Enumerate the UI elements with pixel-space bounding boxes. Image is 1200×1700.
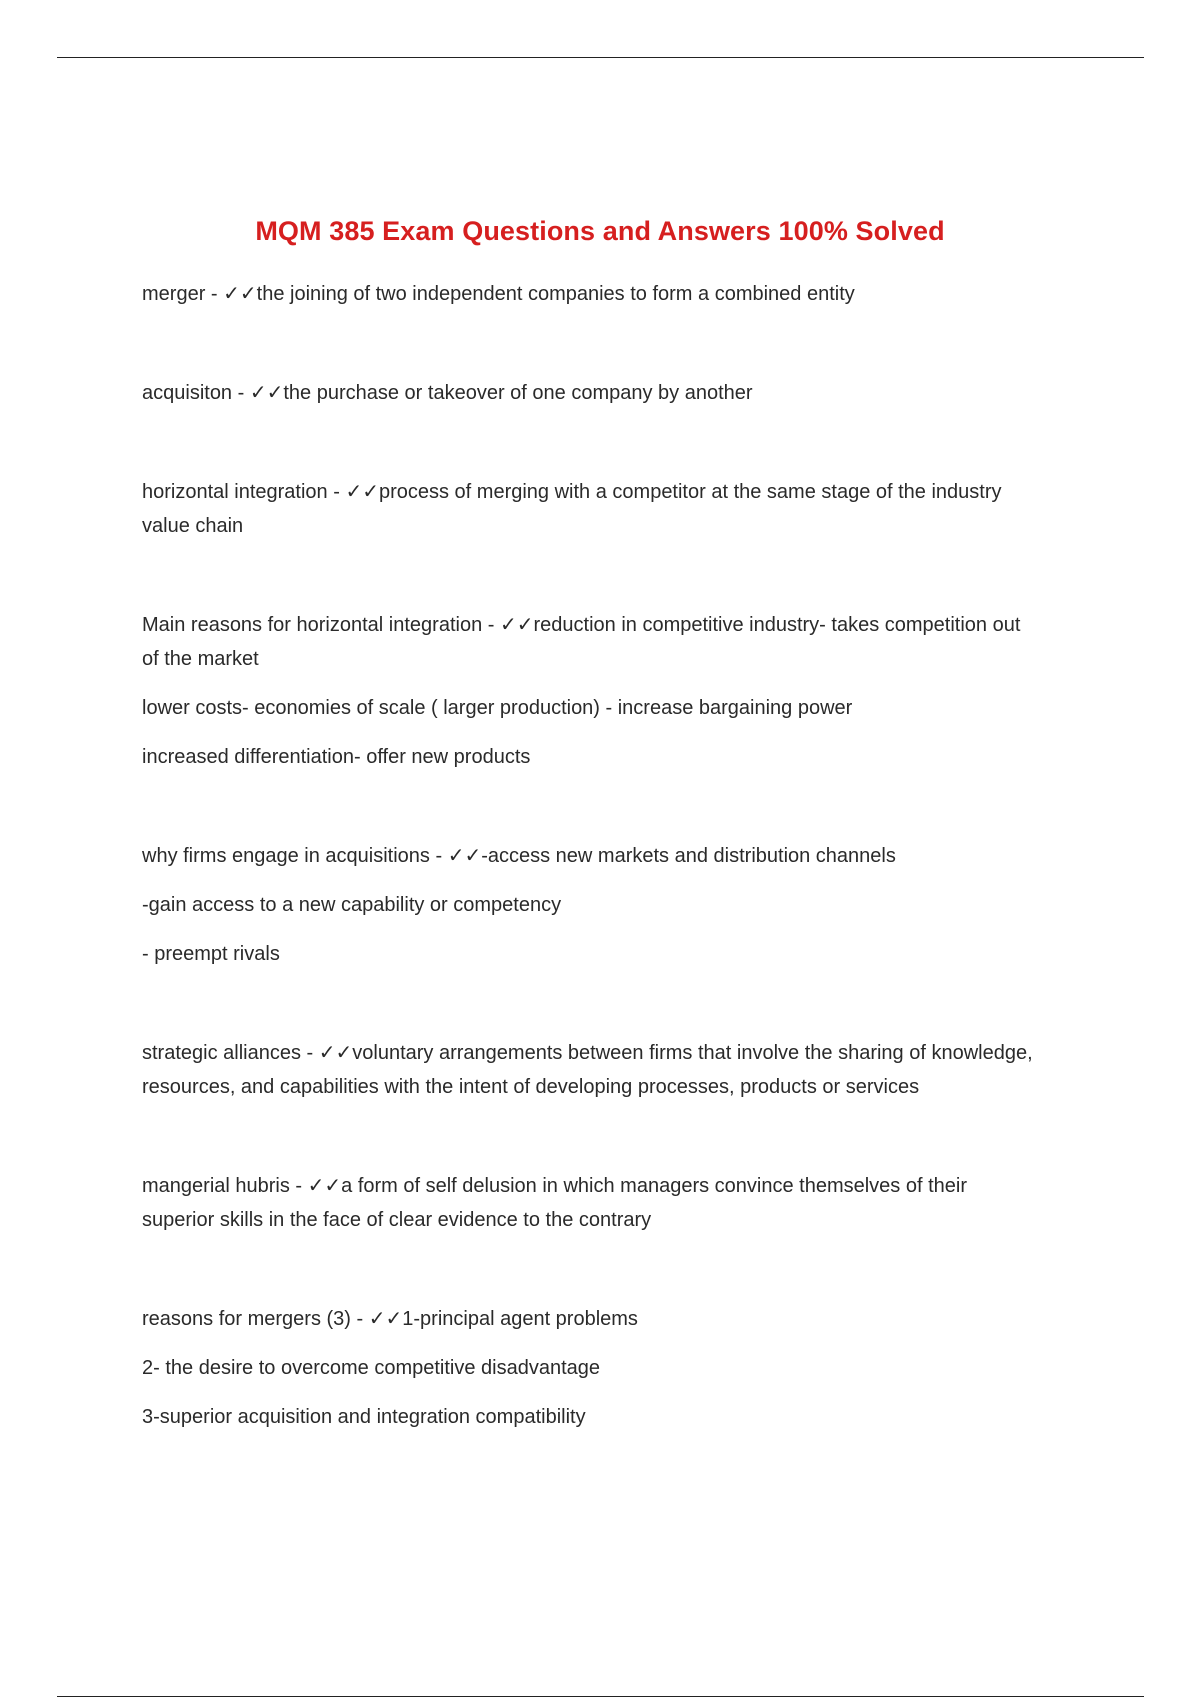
qa-answer: process of merging with a competitor at the same stage of the industry value chain [142,481,1002,537]
qa-answer-line: 2- the desire to overcome competitive disadvantage [142,1357,601,1379]
qa-answer: a form of self delusion in which managers convince themselves of their superior skills in the face of clear evidence to the contrary [142,1175,967,1231]
qa-answer: 1-principal agent problems [402,1308,638,1330]
qa-answer-line: 3-superior acquisition and integration compatibility [142,1406,586,1428]
qa-answer: -access new markets and distribution channels [481,845,896,867]
qa-entry [142,1301,1042,1336]
qa-content [142,276,1042,1434]
qa-answer-line: - preempt rivals [142,943,280,965]
check-icon: ✓✓ [223,281,257,305]
qa-answer-line: -gain access to a new capability or competency [142,894,562,916]
check-icon: ✓✓ [249,380,284,404]
check-icon: ✓✓ [318,1040,353,1064]
qa-term: why firms engage in acquisitions - [142,845,448,867]
qa-term: merger - [142,283,224,305]
qa-answer: the joining of two independent companies to form a combined entity [256,283,855,305]
qa-entry [142,838,1042,873]
qa-answer: voluntary arrangements between firms that involve the sharing of knowledge, resources, and capabilities with the intent of developing processes, products or services [142,1042,1033,1098]
check-icon: ✓✓ [499,612,534,636]
qa-term: mangerial hubris - [142,1175,308,1197]
qa-entry [142,1035,1042,1104]
check-icon: ✓✓ [368,1306,403,1330]
qa-term: reasons for mergers (3) - [142,1308,369,1330]
qa-answer-line: increased differentiation- offer new products [142,746,531,768]
check-icon: ✓✓ [447,843,482,867]
document-title: MQM 385 Exam Questions and Answers 100% Solved [255,216,945,246]
qa-entry [142,607,1042,676]
qa-entry [142,375,1042,410]
qa-entry [142,276,1042,311]
top-rule [57,57,1144,58]
qa-term: horizontal integration - [142,481,346,503]
check-icon: ✓✓ [307,1173,342,1197]
qa-entry [142,474,1042,543]
bottom-rule [57,1696,1144,1697]
qa-answer: the purchase or takeover of one company by another [283,382,753,404]
qa-term: acquisiton - [142,382,250,404]
qa-entry [142,1168,1042,1237]
qa-term: Main reasons for horizontal integration - [142,614,500,636]
qa-answer: reduction in competitive industry- takes competition out of the market [142,614,1021,670]
check-icon: ✓✓ [345,479,379,503]
qa-answer-line: lower costs- economies of scale ( larger production) - increase bargaining power [142,697,853,719]
qa-term: strategic alliances - [142,1042,319,1064]
